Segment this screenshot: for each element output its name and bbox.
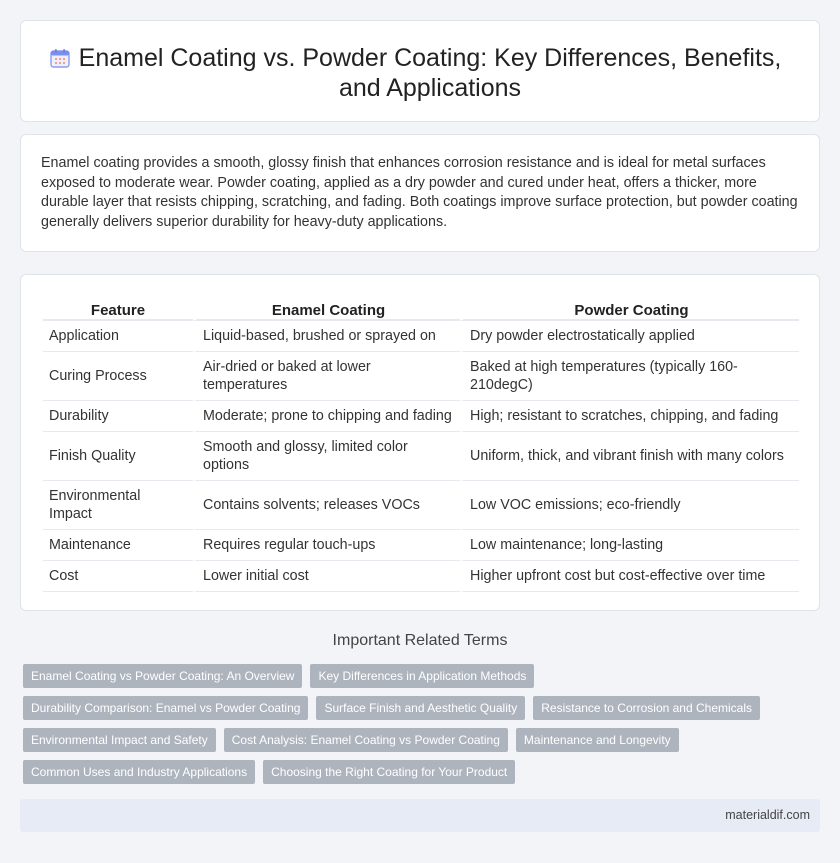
related-term-tag[interactable]: Key Differences in Application Methods (310, 664, 534, 688)
table-cell: Environmental Impact (43, 481, 193, 530)
table-row (43, 352, 799, 401)
table-cell: Finish Quality (43, 432, 193, 481)
table-cell: Baked at high temperatures (typically 160-210degC) (460, 352, 799, 401)
related-term-tag[interactable]: Cost Analysis: Enamel Coating vs Powder Coating (224, 728, 508, 752)
table-cell: High; resistant to scratches, chipping, and fading (460, 401, 799, 432)
related-term-tag[interactable]: Enamel Coating vs Powder Coating: An Overview (23, 664, 302, 688)
table-header-row (43, 297, 799, 321)
intro-card (20, 134, 820, 252)
table-cell: Requires regular touch-ups (193, 530, 460, 561)
related-term-tag[interactable]: Resistance to Corrosion and Chemicals (533, 696, 760, 720)
table-cell: Low VOC emissions; eco-friendly (460, 481, 799, 530)
table-cell: Application (43, 321, 193, 352)
table-cell: Liquid-based, brushed or sprayed on (193, 321, 460, 352)
table-cell: Higher upfront cost but cost-effective over time (460, 561, 799, 592)
table-header-feature: Feature (43, 297, 193, 321)
related-term-tag[interactable]: Choosing the Right Coating for Your Product (263, 760, 515, 784)
table-cell: Contains solvents; releases VOCs (193, 481, 460, 530)
table-cell: Smooth and glossy, limited color options (193, 432, 460, 481)
table-row (43, 561, 799, 592)
table-cell: Curing Process (43, 352, 193, 401)
related-term-tag[interactable]: Surface Finish and Aesthetic Quality (316, 696, 525, 720)
table-cell: Cost (43, 561, 193, 592)
table-cell: Uniform, thick, and vibrant finish with many colors (460, 432, 799, 481)
related-term-tag[interactable]: Common Uses and Industry Applications (23, 760, 255, 784)
table-cell: Dry powder electrostatically applied (460, 321, 799, 352)
table-row (43, 321, 799, 352)
table-cell: Maintenance (43, 530, 193, 561)
footer-bar (20, 799, 820, 832)
table-header-enamel: Enamel Coating (193, 297, 460, 321)
page-title: Enamel Coating vs. Powder Coating: Key Differences, Benefits, and Applications (78, 44, 782, 102)
table-cell: Moderate; prone to chipping and fading (193, 401, 460, 432)
table-row (43, 481, 799, 530)
intro-paragraph: Enamel coating provides a smooth, glossy finish that enhances corrosion resistance and is ideal for metal surfaces exposed to moderate wear. Powder coating, applied as a dry powder and cured under heat, offers a thicker, more durable layer that resists chipping, scratching, and fading. Both coatings improve surface protection, but powder coating generally delivers superior durability for heavy-duty applications. (41, 155, 798, 230)
table-row (43, 401, 799, 432)
table-header-powder: Powder Coating (460, 297, 799, 321)
related-terms-heading: Important Related Terms (332, 632, 508, 649)
table-cell: Low maintenance; long-lasting (460, 530, 799, 561)
header-card (20, 20, 820, 122)
table-cell: Air-dried or baked at lower temperatures (193, 352, 460, 401)
table-cell: Durability (43, 401, 193, 432)
table-row (43, 432, 799, 481)
related-terms-list (23, 664, 803, 792)
table-row (43, 530, 799, 561)
related-term-tag[interactable]: Maintenance and Longevity (516, 728, 679, 752)
footer-site-link[interactable]: materialdif.com (725, 808, 810, 822)
table-cell: Lower initial cost (193, 561, 460, 592)
comparison-table-card (20, 274, 820, 611)
related-term-tag[interactable]: Environmental Impact and Safety (23, 728, 216, 752)
related-term-tag[interactable]: Durability Comparison: Enamel vs Powder Coating (23, 696, 308, 720)
comparison-table (43, 297, 799, 592)
